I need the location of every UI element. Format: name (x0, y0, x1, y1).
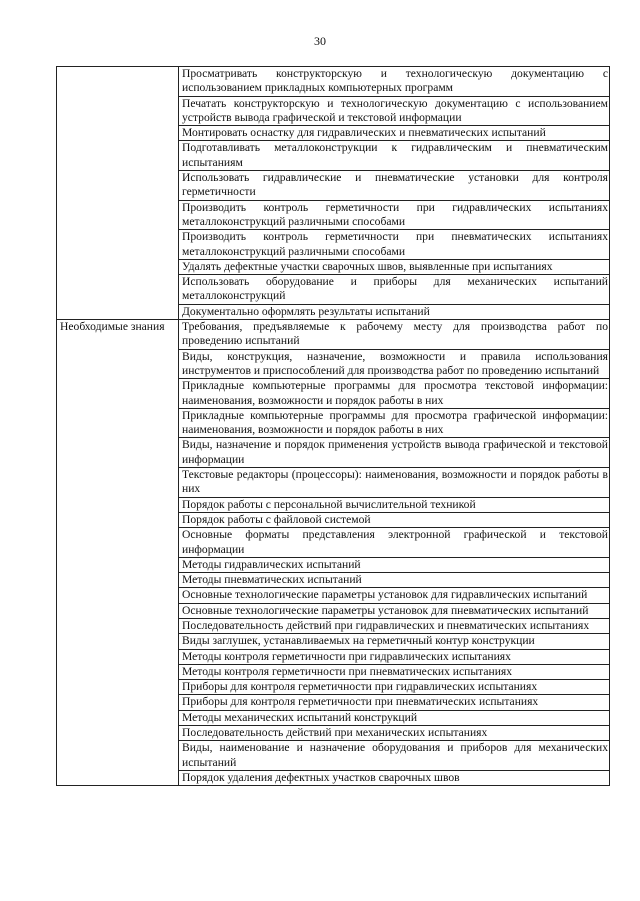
knowledge-item: Приборы для контроля герметичности при пневматических испытаниях (179, 695, 610, 710)
skill-item: Монтировать оснастку для гидравлических и пневматических испытаний (179, 126, 610, 141)
skill-item: Просматривать конструкторскую и технологическую документацию с использованием прикладных компьютерных программ (179, 67, 610, 97)
knowledge-item: Методы контроля герметичности при гидравлических испытаниях (179, 649, 610, 664)
knowledge-item: Виды заглушек, устанавливаемых на герметичный контур конструкции (179, 634, 610, 649)
knowledge-item: Виды, назначение и порядок применения устройств вывода графической и текстовой информации (179, 438, 610, 468)
knowledge-item: Текстовые редакторы (процессоры): наименования, возможности и порядок работы в них (179, 468, 610, 498)
knowledge-label-cell (57, 320, 179, 786)
knowledge-item: Порядок удаления дефектных участков сварочных швов (179, 770, 610, 785)
skill-item: Производить контроль герметичности при пневматических испытаниях металлоконструкций различными способами (179, 230, 610, 260)
knowledge-item: Требования, предъявляемые к рабочему месту для производства работ по проведению испытаний (179, 320, 610, 350)
knowledge-item: Прикладные компьютерные программы для просмотра текстовой информации: наименования, возможности и порядок работы в них (179, 379, 610, 409)
knowledge-item: Методы пневматических испытаний (179, 573, 610, 588)
knowledge-item: Порядок работы с файловой системой (179, 512, 610, 527)
knowledge-item: Виды, наименование и назначение оборудования и приборов для механических испытаний (179, 741, 610, 771)
skills-label-cell (57, 67, 179, 320)
skill-item: Печатать конструкторскую и технологическую документацию с использованием устройств вывода графической и текстовой информации (179, 96, 610, 126)
knowledge-item: Методы механических испытаний конструкций (179, 710, 610, 725)
knowledge-item: Основные технологические параметры установок для пневматических испытаний (179, 603, 610, 618)
knowledge-item: Приборы для контроля герметичности при гидравлических испытаниях (179, 680, 610, 695)
skill-item: Подготавливать металлоконструкции к гидравлическим и пневматическим испытаниям (179, 141, 610, 171)
page-number: 30 (314, 34, 326, 48)
knowledge-item: Последовательность действий при механических испытаниях (179, 726, 610, 741)
knowledge-item: Методы контроля герметичности при пневматических испытаниях (179, 664, 610, 679)
knowledge-item: Основные форматы представления электронной графической и текстовой информации (179, 528, 610, 558)
skill-item: Документально оформлять результаты испытаний (179, 304, 610, 319)
skill-item: Удалять дефектные участки сварочных швов, выявленные при испытаниях (179, 259, 610, 274)
knowledge-item: Методы гидравлических испытаний (179, 557, 610, 572)
skill-item: Использовать гидравлические и пневматические установки для контроля герметичности (179, 171, 610, 201)
table-row (57, 67, 610, 97)
knowledge-item: Основные технологические параметры установок для гидравлических испытаний (179, 588, 610, 603)
knowledge-item: Порядок работы с персональной вычислительной техникой (179, 497, 610, 512)
knowledge-item: Последовательность действий при гидравлических и пневматических испытаниях (179, 618, 610, 633)
knowledge-item: Виды, конструкция, назначение, возможности и правила использования инструментов и приспособлений для производства работ по проведению испытаний (179, 349, 610, 379)
knowledge-item: Прикладные компьютерные программы для просмотра графической информации: наименования, возможности и порядок работы в них (179, 408, 610, 438)
skill-item: Производить контроль герметичности при гидравлических испытаниях металлоконструкций различными способами (179, 200, 610, 230)
qualification-table (56, 66, 610, 786)
knowledge-label: Необходимые знания (60, 320, 165, 334)
table-row (57, 320, 610, 350)
skill-item: Использовать оборудование и приборы для механических испытаний металлоконструкций (179, 275, 610, 305)
